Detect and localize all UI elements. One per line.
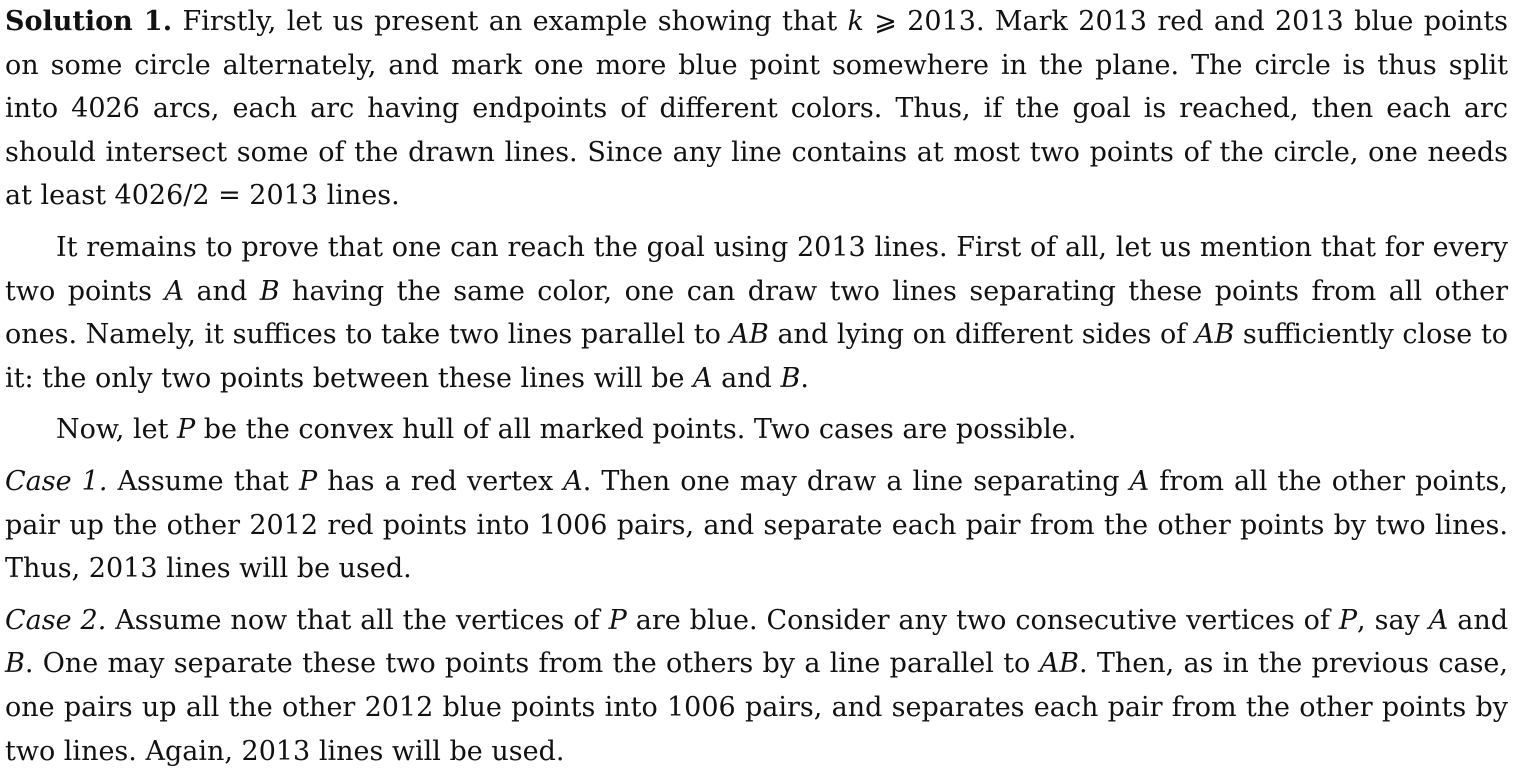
math-p: P: [177, 414, 196, 446]
math-a: A: [1428, 604, 1449, 636]
math-a: A: [563, 465, 583, 497]
text-run: from all the other points, pair up the other 2012 red points into 1006 pairs, and separate each pair from the other points by two lines. Thus, 2013 lines will be used.: [5, 465, 1509, 585]
math-a: A: [164, 275, 184, 307]
math-k: k: [847, 6, 864, 37]
paragraph-case-1: [5, 460, 1508, 591]
paragraph-case-2: [5, 599, 1508, 773]
math-ab: AB: [1194, 319, 1235, 351]
text-run: Assume that: [107, 465, 299, 497]
case-1-label: Case 1.: [5, 465, 108, 497]
text-run: and: [183, 275, 260, 307]
paragraph-convex-hull: [5, 408, 1508, 452]
text-run: . One may separate these two points from the others by a line parallel to: [24, 648, 1040, 680]
math-a: A: [1129, 465, 1150, 497]
text-run: . Then one may draw a line separating: [582, 465, 1130, 497]
text-run: sufficiently close to it: the only two points between these lines will be: [5, 319, 1508, 394]
text-run: having the same color, one can draw two lines separating these points from all other ones. Namely, it suffices to take two lines parallel to: [5, 275, 1509, 351]
text-run: and lying on different sides of: [768, 319, 1195, 351]
math-p: P: [298, 465, 318, 497]
text-run: Firstly, let us present an example showing that: [172, 6, 848, 37]
math-p: P: [1338, 604, 1358, 636]
text-run: are blue. Consider any two consecutive vertices of: [626, 604, 1339, 636]
case-2-label: Case 2.: [5, 604, 107, 636]
text-run: . Then, as in the previous case, one pairs up all the other 2012 blue points into 1006 pairs, and separates each pair from the other points by two lines. Again, 2013 lines will be used.: [5, 648, 1508, 767]
math-ab: AB: [729, 319, 769, 351]
math-b: B: [780, 362, 801, 394]
text-run: Assume now that all the vertices of: [106, 604, 609, 636]
math-b: B: [259, 275, 280, 307]
text-run: and: [712, 362, 781, 394]
text-run: ⩾ 2013. Mark 2013 red and 2013 blue points on some circle alternately, and mark one more blue point somewhere in the plane. The circle is thus split into 4026 arcs, each arc having endpoints of different colors. Thus, if the goal is reached, then each arc should intersect some of the drawn lines. Since any line contains at most two points of the circle, one needs at least 4026/2 = 2013 lines.: [5, 6, 1508, 212]
text-run: .: [800, 362, 809, 394]
text-run: Now, let: [56, 414, 177, 446]
text-run: has a red vertex: [317, 465, 564, 497]
text-run: be the convex hull of all marked points. Two cases are possible.: [195, 414, 1077, 446]
text-run: and: [1448, 604, 1509, 636]
solution-heading: Solution 1.: [5, 6, 173, 37]
text-run: , say: [1357, 604, 1429, 636]
paragraph-separation-lemma: [5, 226, 1508, 400]
text-run: It remains to prove that one can reach the goal using 2013 lines. First of all, let us mention that for every two points: [5, 231, 1508, 307]
math-a: A: [693, 362, 713, 394]
math-p: P: [608, 604, 627, 636]
math-ab: AB: [1039, 648, 1079, 680]
math-b: B: [5, 648, 25, 680]
paragraph-example: [5, 0, 1508, 218]
